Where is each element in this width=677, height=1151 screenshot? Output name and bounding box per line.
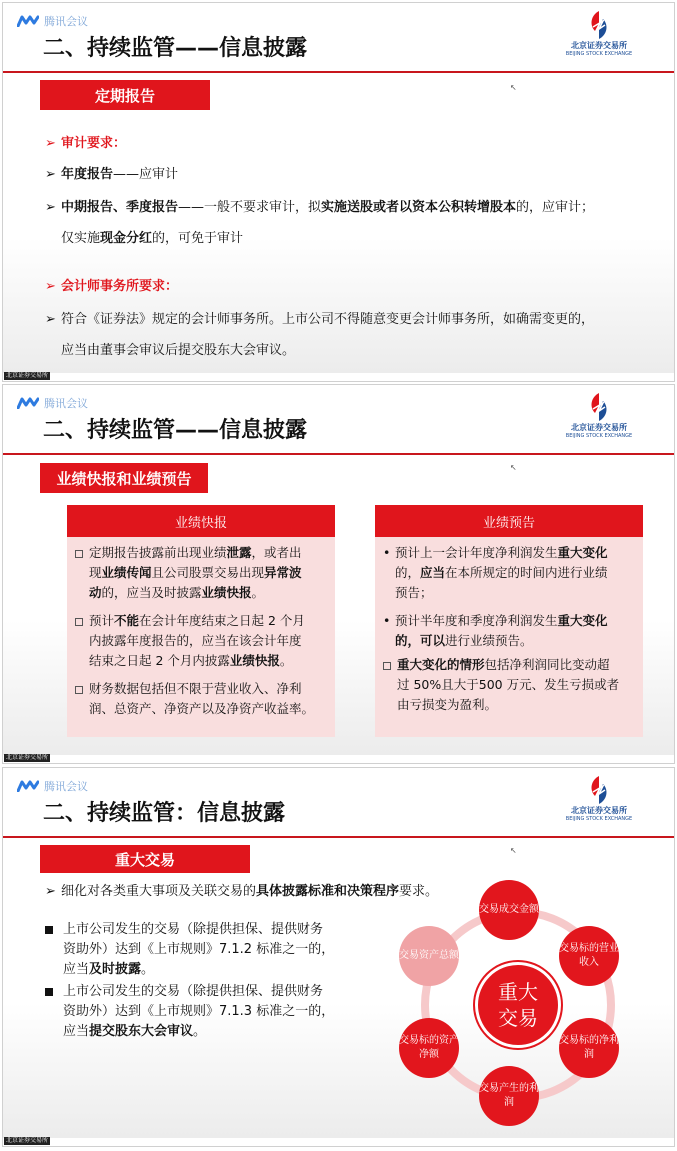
square-bullet-icon: [75, 618, 83, 626]
bse-logo: [564, 774, 634, 822]
node-target-revenue: 交易标的营业收入: [559, 926, 619, 986]
bse-name-cn: 北京证券交易所: [571, 41, 627, 50]
bse-emblem-icon: [585, 391, 613, 423]
meeting-logo-icon: [17, 780, 39, 792]
cpa-line-2: 应当由董事会审议后提交股东大会审议。: [61, 343, 296, 358]
cpa-line: ➢ 符合《证券法》规定的会计师事务所。上市公司不得随意变更会计师事务所，如确需变更的，: [45, 310, 594, 330]
bse-name-en: BEIJING STOCK EXCHANGE: [565, 51, 633, 57]
panel-heading: 业绩预告: [375, 505, 643, 537]
intro-line: ➢ 细化对各类重大事项及关联交易的具体披露标准和决策程序要求。: [45, 882, 438, 902]
arrow-icon: ➢: [45, 884, 56, 899]
header-divider: [3, 836, 674, 838]
slide-header: [3, 385, 674, 455]
page-title: 二、持续监管——信息披露: [43, 36, 308, 61]
center-node: 重大 交易: [475, 962, 561, 1048]
corner-watermark: 北京证券交易所: [6, 1137, 49, 1144]
arrow-icon: ➢: [45, 312, 56, 327]
forecast-item-3: 重大变化的情形包括净利润同比变动超 过 50%且大于500 万元、发生亏损或者 由亏损变为盈利。: [383, 655, 639, 715]
audit-heading: ➢ 审计要求：: [45, 134, 126, 154]
mouse-cursor-icon: ↖: [510, 83, 517, 92]
meeting-logo-icon: [17, 397, 39, 409]
meeting-logo-text: 腾讯会议: [44, 780, 88, 793]
bse-logo: [564, 391, 634, 439]
mouse-cursor-icon: ↖: [510, 463, 517, 472]
corner-watermark: 北京证券交易所: [6, 754, 49, 761]
corner-watermark: 北京证券交易所: [6, 372, 49, 379]
bse-logo: [564, 9, 634, 57]
flash-item-1: 定期报告披露前出现业绩泄露，或者出 现业绩传闻且公司股票交易出现异常波 动的，应当及时披露业绩快报。: [75, 543, 331, 603]
square-bullet-icon: [75, 686, 83, 694]
node-deal-profit: 交易产生的利润: [479, 1066, 539, 1126]
meeting-logo-text: 腾讯会议: [44, 15, 88, 28]
cpa-heading: ➢ 会计师事务所要求：: [45, 277, 178, 297]
arrow-icon: ➢: [45, 200, 56, 215]
header-divider: [3, 71, 674, 73]
bse-name-en: BEIJING STOCK EXCHANGE: [565, 816, 633, 822]
forecast-item-2: • 预计半年度和季度净利润发生重大变化 的，可以进行业绩预告。: [383, 613, 608, 648]
slide-periodic-report: [2, 2, 675, 382]
slide-header: [3, 3, 674, 73]
bse-name-en: BEIJING STOCK EXCHANGE: [565, 433, 633, 439]
annual-report-line: ➢ 年度报告——应审计: [45, 165, 178, 185]
forecast-panel: [375, 505, 643, 737]
node-target-net-assets: 交易标的资产净额: [399, 1018, 459, 1078]
flash-item-2: 预计不能在会计年度结束之日起 2 个月 内披露年度报告的，应当在该会计年度 结束之日起 2 个月内披露业绩快报。: [75, 611, 331, 671]
arrow-icon: ➢: [45, 167, 56, 182]
section-label: 重大交易: [40, 845, 250, 873]
rule-1: 上市公司发生的交易（除提供担保、提供财务 资助外）达到《上市规则》7.1.2 标准之一的， 应当及时披露。: [45, 920, 334, 980]
flash-report-panel: [67, 505, 335, 737]
arrow-icon: ➢: [45, 136, 56, 151]
bse-emblem-icon: [585, 9, 613, 41]
slide-header: [3, 768, 674, 838]
arrow-icon: ➢: [45, 279, 56, 294]
section-label: 业绩快报和业绩预告: [40, 463, 208, 493]
meeting-logo: [17, 13, 88, 29]
flash-item-3: 财务数据包括但不限于营业收入、净利 润、总资产、净资产以及净资产收益率。: [75, 679, 331, 719]
meeting-logo: [17, 395, 88, 411]
header-divider: [3, 453, 674, 455]
square-bullet-icon: [45, 988, 53, 996]
meeting-logo-icon: [17, 15, 39, 27]
node-total-assets: 交易资产总额: [399, 926, 459, 986]
bse-emblem-icon: [585, 774, 613, 806]
panel-heading: 业绩快报: [67, 505, 335, 537]
bse-name-cn: 北京证券交易所: [571, 806, 627, 815]
interim-report-line: ➢ 中期报告、季度报告——一般不要求审计，拟实施送股或者以资本公积转增股本的，应审计；: [45, 198, 594, 218]
node-target-net-profit: 交易标的净利润: [559, 1018, 619, 1078]
slide-performance-forecast: [2, 384, 675, 764]
meeting-logo: [17, 778, 88, 794]
meeting-logo-text: 腾讯会议: [44, 397, 88, 410]
square-bullet-icon: [383, 662, 391, 670]
interim-report-line-2: 仅实施现金分红的，可免于审计: [61, 231, 244, 246]
square-bullet-icon: [75, 550, 83, 558]
square-bullet-icon: [45, 926, 53, 934]
node-deal-amount: 交易成交金额: [479, 880, 539, 940]
dot-bullet-icon: •: [383, 613, 391, 628]
slide-major-transactions: [2, 767, 675, 1147]
dot-bullet-icon: •: [383, 545, 391, 560]
bse-name-cn: 北京证券交易所: [571, 423, 627, 432]
forecast-item-1: • 预计上一会计年度净利润发生重大变化 的，应当在本所规定的时间内进行业绩 预告；: [383, 545, 608, 600]
page-title: 二、持续监管：信息披露: [43, 801, 286, 826]
page-title: 二、持续监管——信息披露: [43, 418, 308, 443]
section-label: 定期报告: [40, 80, 210, 110]
rule-2: 上市公司发生的交易（除提供担保、提供财务 资助外）达到《上市规则》7.1.3 标准之一的， 应当提交股东大会审议。: [45, 982, 334, 1042]
mouse-cursor-icon: ↖: [510, 846, 517, 855]
